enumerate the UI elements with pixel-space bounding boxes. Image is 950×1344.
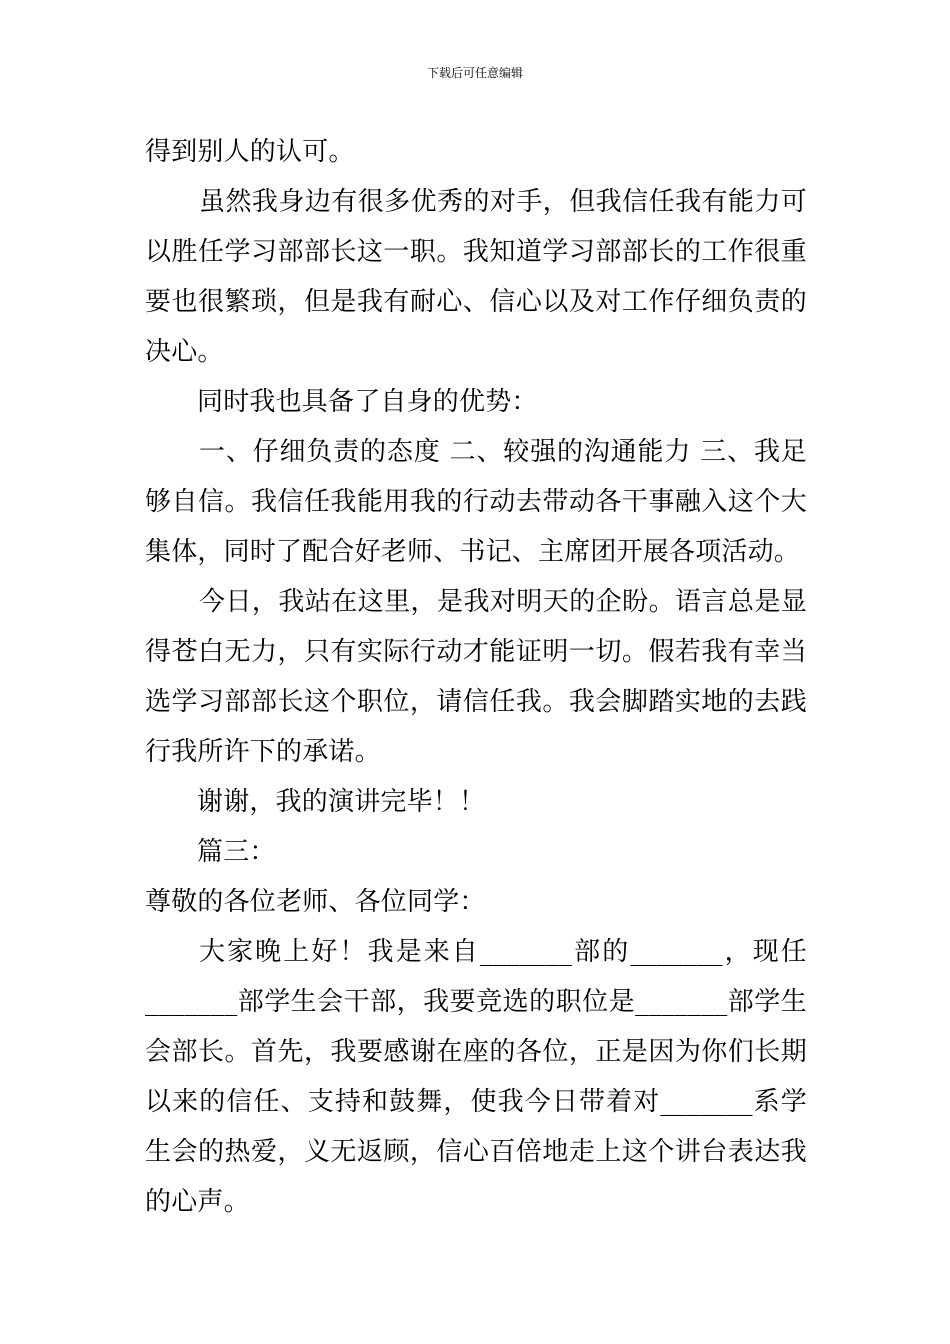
paragraph-5: 今日，我站在这里，是我对明天的企盼。语言总是显得苍白无力，只有实际行动才能证明一切。假若我有幸当选学习部部长这个职位，请信任我。我会脚踏实地的去践行我所许下的承诺。: [145, 587, 807, 767]
paragraph-2: 虽然我身边有很多优秀的对手，但我信任我有能力可以胜任学习部部长这一职。我知道学习部部长的工作很重要也很繁琐，但是我有耐心、信心以及对工作仔细负责的决心。: [145, 187, 807, 367]
paragraph-9: 大家晚上好！我是来自_______部的_______，现任_______部学生会干部，我要竞选的职位是_______部学生会部长。首先，我要感谢在座的各位，正是因为你们长期以来的信任、支持和鼓舞，使我今日带着对_______系学生会的热爱，义无返顾，信心百倍地走上这个讲台表达我的心声。: [145, 937, 807, 1217]
paragraph-7: 篇三：: [197, 837, 276, 867]
paragraph-1: 得到别人的认可。: [145, 137, 355, 167]
paragraph-6: 谢谢，我的演讲完毕！！: [197, 787, 486, 817]
paragraph-4: 一、仔细负责的态度 二、较强的沟通能力 三、我足够自信。我信任我能用我的行动去带动各干事融入这个大集体，同时了配合好老师、书记、主席团开展各项活动。: [145, 437, 807, 567]
paragraph-3: 同时我也具备了自身的优势：: [197, 387, 538, 417]
document-body: [145, 127, 807, 1227]
paragraph-8: 尊敬的各位老师、各位同学：: [145, 887, 486, 917]
page-header: 下载后可任意编辑: [426, 66, 523, 80]
